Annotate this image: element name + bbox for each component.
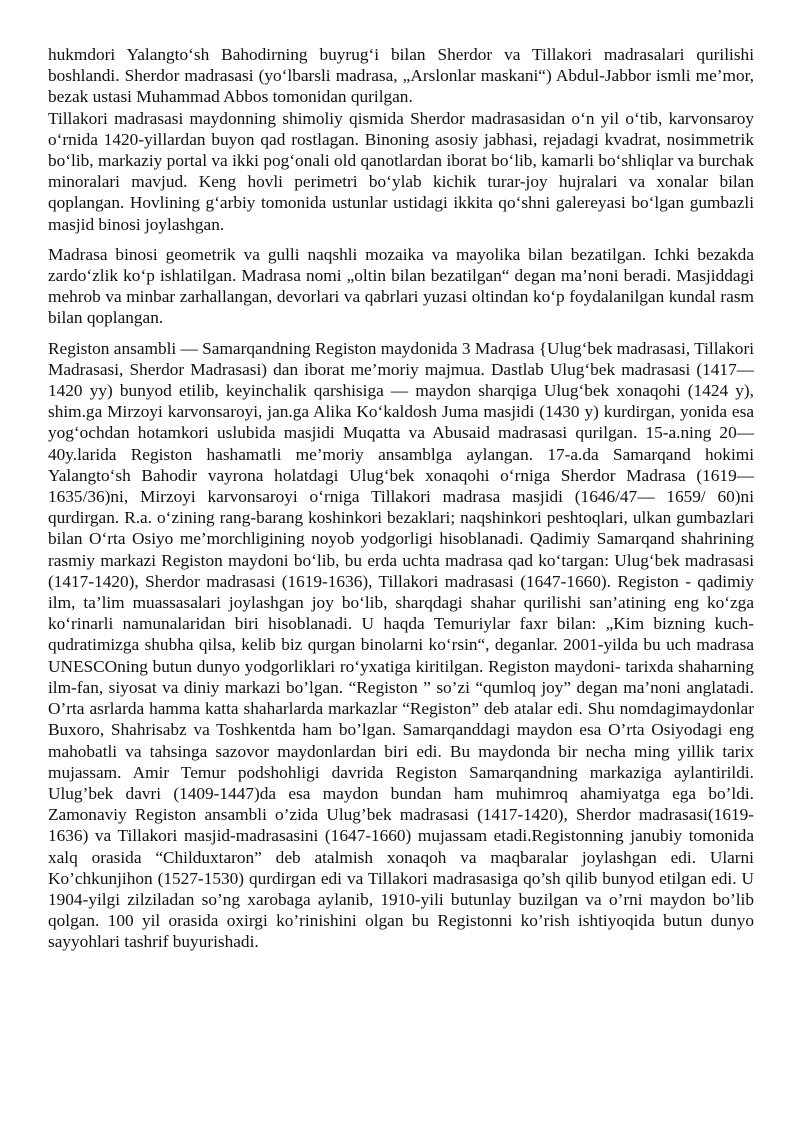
paragraph-registon-ensemble: Registon ansambli — Samarqandning Registon maydonida 3 Madrasa {Ulug‘bek madrasasi, Tillakori Madrasasi, Sherdor Madrasasi) dan iborat me’moriy majmua. Dastlab Ulug‘bek madrasasi (1417—1420 yy) bunyod etilib, keyinchalik qarshisiga — maydon sharqiga Ulug‘bek xonaqohi (1424 y), shim.ga Mirzoyi karvonsaroyi, jan.ga Alika Ko‘kaldosh Juma masjidi (1430 y) kurdirgan, yonida esa yog‘ochdan hotamkori uslubida masjidi Muqatta va Abusaid madrasasi qurilgan. 15-a.ning 20—40y.larida Registon hashamatli me’moriy ansamblga aylangan. 17-a.da Samarqand hokimi Yalangto‘sh Bahodir vayrona holatdagi Ulug‘bek xonaqohi o‘rniga Sherdor Madrasa (1619—1635/36)ni, Mirzoyi karvonsaroyi o‘rniga Tillakori madrasa masjidi (1646/47— 1659/ 60)ni qurdirgan. R.a. o‘zining rang-barang koshinkori bezaklari; naqshinkori peshtoqlari, ulkan gumbazlari bilan O‘rta Osiyo me’morchligining noyob yodgorligi hisoblanadi. Qadimiy Samarqand shahrining rasmiy markazi Registon maydoni bo‘lib, bu erda uchta madrasa qad ko‘targan: Ulug‘bek madrasasi (1417-1420), Sherdor madrasasi (1619-1636), Tillakori madrasasi (1647-1660). Registon - qadimiy ilm, ta’lim muassasalari joylashgan joy bo‘lib, sharqdagi shahar qurilishi san’atining eng ko‘zga ko‘rinarli namunalaridan biri hisoblanadi. U haqda Temuriylar faxr bilan: „Kim bizning kuch- qudratimizga shubha qilsa, kelib biz qurgan binolarni ko‘rsin“, deganlar. 2001-yilda bu uch madrasa UNESCOning butun dunyo yodgorliklari ro‘yxatiga kiritilgan. Registon maydoni- tarixda shaharning ilm-fan, siyosat va diniy markazi bo’lgan. “Registon ” so’zi “qumloq joy” degan ma’noni anglatadi. O’rta asrlarda hamma katta shaharlarda markazlar “Registon” deb atalar edi. Shu nomdagimaydonlar Buxoro, Shahrisabz va Toshkentda ham bo’lgan. Samarqanddagi maydon esa O’rta Osiyodagi eng mahobatli va tahsinga sazovor maydonlardan biri edi. Bu maydonda bir necha ming yillik tarix mujassam. Amir Temur podshohligi davrida Registon Samarqandning markaziga aylantirildi. Ulug’bek davri (1409-1447)da esa maydon bundan ham muhimroq ahamiyatga ega bo’ldi. Zamonaviy Registon ansambli o’zida Ulug’bek madrasasi (1417-1420), Sherdor madrasasi(1619-1636) va Tillakori masjid-madrasasini (1647-1660) mujassam etadi.Registonning janubiy tomonida xalq orasida “Childuxtaron” deb atalmish xonaqoh va maqbaralar joylashgan edi. Ularni Ko’chkunjihon (1527-1530) qurdirgan edi va Tillakori madrasasiga qo’sh qilib bunyod etilgan edi. U 1904-yilgi zilziladan so’ng xarobaga aylanib, 1910-yili butunlay buzilgan va o’rni maydon bo’lib qolgan. 100 yil orasida oxirgi ko’rinishini olgan bu Registonni ko’rish ishtiyoqida butun dunyo sayyohlari tashrif buyurishadi. bbox=[48, 338, 754, 952]
paragraph-sherdor-construction: hukmdori Yalangto‘sh Bahodirning buyrug‘i bilan Sherdor va Tillakori madrasalari qurilishi boshlandi. Sherdor madrasasi (yo‘lbarsli madrasa, „Arslonlar maskani“) Abdul-Jabbor ismli me’mor, bezak ustasi Muhammad Abbos tomonidan qurilgan. bbox=[48, 45, 754, 107]
document-page bbox=[48, 44, 754, 953]
paragraph-madrasa-decoration: Madrasa binosi geometrik va gulli naqshli mozaika va mayolika bilan bezatilgan. Ichki bezakda zardo‘zlik ko‘p ishlatilgan. Madrasa nomi „oltin bilan bezatilgan“ degan ma’noni beradi. Masjiddagi mehrob va minbar zarhallangan, devorlari va qabrlari yuzasi oltindan ko‘p foydalanilgan kundal rasm bilan qoplangan. bbox=[48, 244, 754, 328]
paragraph-tillakori-architecture: Tillakori madrasasi maydonning shimoliy qismida Sherdor madrasasidan o‘n yil o‘tib, karvonsaroy o‘rnida 1420-yillardan buyon qad rostlagan. Binoning asosiy jabhasi, rejadagi kvadrat, nosimmetrik bo‘lib, markaziy portal va ikki pog‘onali old qanotlardan iborat bo‘lib, kamarli bo‘shliqlar va burchak minoralari mavjud. Keng hovli perimetri bo‘ylab kichik turar-joy hujralari va xonalar bilan qoplangan. Hovlining g‘arbiy tomonida ustunlar ustidagi ikkita qo‘shni galereyasi bo‘lgan gumbazli masjid binosi joylashgan. bbox=[48, 108, 754, 234]
